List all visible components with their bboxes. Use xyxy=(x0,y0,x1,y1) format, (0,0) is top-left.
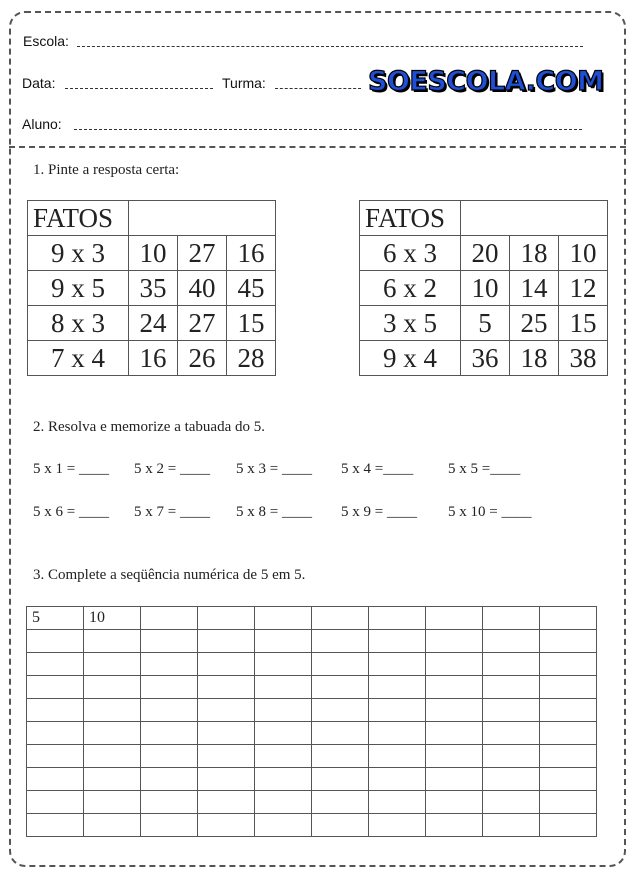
sequence-cell[interactable] xyxy=(540,722,597,745)
sequence-cell[interactable] xyxy=(483,676,540,699)
sequence-cell[interactable] xyxy=(141,791,198,814)
sequence-cell[interactable] xyxy=(483,653,540,676)
fact-cell: 8 x 3 xyxy=(28,306,129,341)
sequence-row xyxy=(27,653,597,676)
sequence-cell[interactable] xyxy=(141,699,198,722)
multiplication-item[interactable]: 5 x 4 =____ xyxy=(341,461,414,477)
sequence-cell[interactable] xyxy=(141,722,198,745)
answer-option[interactable]: 26 xyxy=(178,341,227,376)
answer-option[interactable]: 35 xyxy=(129,271,178,306)
answer-option[interactable]: 15 xyxy=(227,306,276,341)
data-label: Data: xyxy=(22,75,56,91)
sequence-cell[interactable] xyxy=(198,768,255,791)
answer-option[interactable]: 12 xyxy=(559,271,608,306)
answer-option[interactable]: 20 xyxy=(461,236,510,271)
sequence-cell[interactable] xyxy=(84,791,141,814)
answer-option[interactable]: 38 xyxy=(559,341,608,376)
table-row xyxy=(360,306,608,341)
sequence-cell[interactable] xyxy=(483,791,540,814)
table-row xyxy=(360,236,608,271)
sequence-cell[interactable] xyxy=(369,791,426,814)
sequence-cell[interactable]: 10 xyxy=(84,607,141,630)
sequence-cell[interactable] xyxy=(483,814,540,837)
table-row xyxy=(28,306,276,341)
answer-option[interactable]: 14 xyxy=(510,271,559,306)
answer-option[interactable]: 28 xyxy=(227,341,276,376)
escola-label: Escola: xyxy=(23,33,69,49)
fact-cell: 9 x 4 xyxy=(360,341,461,376)
table-row xyxy=(360,341,608,376)
sequence-cell[interactable] xyxy=(27,791,84,814)
sequence-cell[interactable] xyxy=(198,745,255,768)
sequence-cell[interactable] xyxy=(312,745,369,768)
sequence-cell[interactable] xyxy=(84,653,141,676)
sequence-cell[interactable] xyxy=(255,607,312,630)
answer-option[interactable]: 15 xyxy=(559,306,608,341)
multiplication-item[interactable]: 5 x 10 = ____ xyxy=(448,504,532,520)
table-row xyxy=(28,271,276,306)
sequence-cell[interactable] xyxy=(198,607,255,630)
sequence-cell[interactable] xyxy=(426,653,483,676)
sequence-cell[interactable] xyxy=(312,699,369,722)
sequence-cell[interactable] xyxy=(426,676,483,699)
fact-cell: 7 x 4 xyxy=(28,341,129,376)
sequence-cell[interactable] xyxy=(540,607,597,630)
sequence-cell[interactable] xyxy=(141,676,198,699)
sequence-cell[interactable] xyxy=(141,768,198,791)
sequence-row xyxy=(27,745,597,768)
sequence-cell[interactable] xyxy=(540,814,597,837)
sequence-cell[interactable] xyxy=(27,676,84,699)
sequence-cell[interactable] xyxy=(255,630,312,653)
sequence-cell[interactable] xyxy=(27,653,84,676)
fact-cell: 6 x 2 xyxy=(360,271,461,306)
sequence-cell[interactable] xyxy=(198,814,255,837)
answer-option[interactable]: 16 xyxy=(227,236,276,271)
sequence-cell[interactable] xyxy=(483,630,540,653)
sequence-cell[interactable] xyxy=(483,722,540,745)
sequence-cell[interactable] xyxy=(312,607,369,630)
answer-option[interactable]: 16 xyxy=(129,341,178,376)
sequence-cell[interactable] xyxy=(312,722,369,745)
answer-option[interactable]: 10 xyxy=(461,271,510,306)
sequence-cell[interactable] xyxy=(84,814,141,837)
sequence-cell[interactable] xyxy=(426,791,483,814)
sequence-cell[interactable] xyxy=(369,745,426,768)
sequence-row xyxy=(27,676,597,699)
sequence-cell[interactable] xyxy=(426,699,483,722)
sequence-cell[interactable] xyxy=(369,676,426,699)
answer-option[interactable]: 10 xyxy=(129,236,178,271)
sequence-cell[interactable] xyxy=(141,814,198,837)
aluno-label: Aluno: xyxy=(22,116,62,132)
answer-option[interactable]: 18 xyxy=(510,236,559,271)
sequence-cell[interactable] xyxy=(369,653,426,676)
sequence-cell[interactable] xyxy=(426,745,483,768)
sequence-cell[interactable] xyxy=(312,676,369,699)
sequence-cell[interactable] xyxy=(540,653,597,676)
sequence-cell[interactable] xyxy=(540,791,597,814)
sequence-row xyxy=(27,630,597,653)
sequence-cell[interactable] xyxy=(27,745,84,768)
sequence-cell[interactable] xyxy=(426,607,483,630)
data-field[interactable] xyxy=(65,88,213,89)
sequence-cell[interactable]: 5 xyxy=(27,607,84,630)
multiplication-item[interactable]: 5 x 2 = ____ xyxy=(134,461,210,477)
sequence-cell[interactable] xyxy=(483,699,540,722)
sequence-cell[interactable] xyxy=(27,814,84,837)
sequence-cell[interactable] xyxy=(369,607,426,630)
sequence-cell[interactable] xyxy=(540,768,597,791)
sequence-cell[interactable] xyxy=(198,791,255,814)
sequence-cell[interactable] xyxy=(84,768,141,791)
multiplication-item[interactable]: 5 x 3 = ____ xyxy=(236,461,312,477)
sequence-cell[interactable] xyxy=(426,814,483,837)
multiplication-item[interactable]: 5 x 7 = ____ xyxy=(134,504,210,520)
sequence-cell[interactable] xyxy=(255,768,312,791)
sequence-cell[interactable] xyxy=(255,814,312,837)
sequence-cell[interactable] xyxy=(84,699,141,722)
sequence-cell[interactable] xyxy=(27,768,84,791)
multiplication-item[interactable]: 5 x 5 =____ xyxy=(448,461,521,477)
sequence-cell[interactable] xyxy=(84,630,141,653)
sequence-cell[interactable] xyxy=(84,745,141,768)
multiplication-item[interactable]: 5 x 6 = ____ xyxy=(33,504,109,520)
question-1-title: 1. Pinte a resposta certa: xyxy=(33,162,180,178)
fact-cell: 3 x 5 xyxy=(360,306,461,341)
sequence-row xyxy=(27,791,597,814)
sequence-row xyxy=(27,722,597,745)
sequence-cell[interactable] xyxy=(426,630,483,653)
sequence-cell[interactable] xyxy=(198,699,255,722)
sequence-cell[interactable] xyxy=(84,676,141,699)
fatos-header: FATOS xyxy=(360,201,461,236)
soescola-logo: SOESCOLA.COM xyxy=(368,66,604,97)
sequence-cell[interactable] xyxy=(255,722,312,745)
sequence-cell[interactable] xyxy=(369,814,426,837)
turma-label: Turma: xyxy=(222,75,266,91)
sequence-cell[interactable] xyxy=(27,722,84,745)
answer-option[interactable]: 27 xyxy=(178,236,227,271)
sequence-cell[interactable] xyxy=(198,653,255,676)
sequence-cell[interactable] xyxy=(255,653,312,676)
answer-option[interactable]: 40 xyxy=(178,271,227,306)
sequence-cell[interactable] xyxy=(312,791,369,814)
answer-option[interactable]: 10 xyxy=(559,236,608,271)
sequence-cell[interactable] xyxy=(255,699,312,722)
facts-table-right xyxy=(359,200,608,376)
sequence-cell[interactable] xyxy=(27,699,84,722)
turma-field[interactable] xyxy=(275,88,361,89)
fact-cell: 9 x 5 xyxy=(28,271,129,306)
sequence-cell[interactable] xyxy=(369,722,426,745)
aluno-field[interactable] xyxy=(74,129,582,130)
sequence-cell[interactable] xyxy=(141,630,198,653)
sequence-cell[interactable] xyxy=(198,722,255,745)
sequence-cell[interactable] xyxy=(426,722,483,745)
sequence-cell[interactable] xyxy=(540,699,597,722)
multiplication-item[interactable]: 5 x 8 = ____ xyxy=(236,504,312,520)
question-3-title: 3. Complete a seqüência numérica de 5 em 5. xyxy=(33,567,306,583)
header-empty-cell xyxy=(461,201,608,236)
answer-option[interactable]: 27 xyxy=(178,306,227,341)
sequence-cell[interactable] xyxy=(369,768,426,791)
sequence-cell[interactable] xyxy=(255,791,312,814)
multiplication-item[interactable]: 5 x 1 = ____ xyxy=(33,461,109,477)
answer-option[interactable]: 36 xyxy=(461,341,510,376)
answer-option[interactable]: 18 xyxy=(510,341,559,376)
sequence-cell[interactable] xyxy=(540,676,597,699)
sequence-cell[interactable] xyxy=(198,676,255,699)
table-row xyxy=(28,341,276,376)
sequence-cell[interactable] xyxy=(255,676,312,699)
table-row xyxy=(360,271,608,306)
facts-table-left xyxy=(27,200,276,376)
fact-cell: 9 x 3 xyxy=(28,236,129,271)
sequence-cell[interactable] xyxy=(198,630,255,653)
answer-option[interactable]: 25 xyxy=(510,306,559,341)
sequence-cell[interactable] xyxy=(312,814,369,837)
header-empty-cell xyxy=(129,201,276,236)
sequence-cell[interactable] xyxy=(540,745,597,768)
sequence-cell[interactable] xyxy=(255,745,312,768)
sequence-cell[interactable] xyxy=(141,745,198,768)
sequence-cell[interactable] xyxy=(483,607,540,630)
table-row xyxy=(28,236,276,271)
sequence-cell[interactable] xyxy=(312,653,369,676)
table-header-row xyxy=(28,201,276,236)
fatos-header: FATOS xyxy=(28,201,129,236)
sequence-row xyxy=(27,814,597,837)
sequence-cell[interactable] xyxy=(312,630,369,653)
fact-cell: 6 x 3 xyxy=(360,236,461,271)
answer-option[interactable]: 5 xyxy=(461,306,510,341)
sequence-cell[interactable] xyxy=(540,630,597,653)
sequence-cell[interactable] xyxy=(369,699,426,722)
answer-option[interactable]: 24 xyxy=(129,306,178,341)
section-divider xyxy=(9,146,626,148)
sequence-cell[interactable] xyxy=(483,745,540,768)
sequence-cell[interactable] xyxy=(483,768,540,791)
sequence-cell[interactable] xyxy=(84,722,141,745)
sequence-row xyxy=(27,607,597,630)
escola-field[interactable] xyxy=(77,46,583,47)
multiplication-item[interactable]: 5 x 9 = ____ xyxy=(341,504,417,520)
question-2-title: 2. Resolva e memorize a tabuada do 5. xyxy=(33,419,266,435)
sequence-row xyxy=(27,699,597,722)
answer-option[interactable]: 45 xyxy=(227,271,276,306)
sequence-cell[interactable] xyxy=(27,630,84,653)
sequence-cell[interactable] xyxy=(369,630,426,653)
sequence-cell[interactable] xyxy=(426,768,483,791)
sequence-cell[interactable] xyxy=(141,653,198,676)
sequence-row xyxy=(27,768,597,791)
sequence-cell[interactable] xyxy=(141,607,198,630)
sequence-grid xyxy=(26,606,597,837)
table-header-row xyxy=(360,201,608,236)
sequence-cell[interactable] xyxy=(312,768,369,791)
